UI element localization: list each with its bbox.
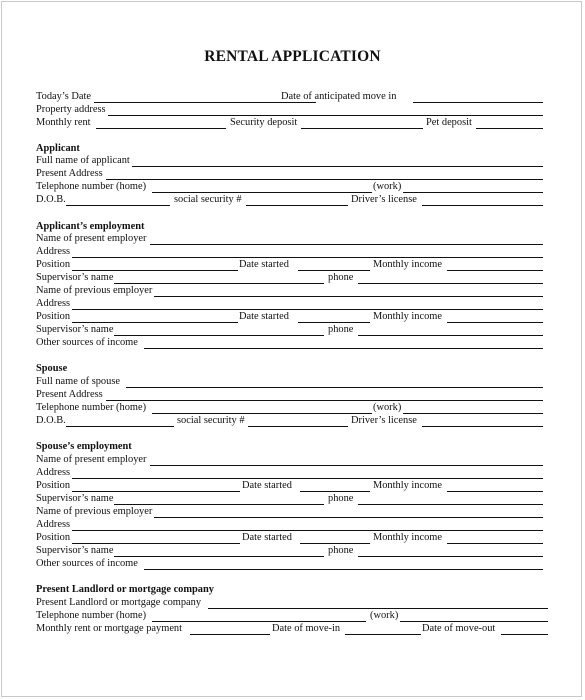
move-in-field[interactable] bbox=[413, 102, 543, 103]
applicant-license-label: Driver’s license bbox=[351, 194, 417, 205]
se-prev-phone-label: phone bbox=[328, 545, 354, 556]
property-address-field[interactable] bbox=[108, 115, 543, 116]
se-employer-label: Name of present employer bbox=[36, 454, 147, 465]
ae-monthly-income-field[interactable] bbox=[447, 270, 543, 271]
ae-prev-monthly-income-field[interactable] bbox=[447, 322, 543, 323]
se-monthly-income-label: Monthly income bbox=[373, 480, 442, 491]
spouse-phone-home-field[interactable] bbox=[152, 413, 372, 414]
todays-date-label: Today’s Date bbox=[36, 91, 91, 102]
applicant-ssn-label: social security # bbox=[174, 194, 242, 205]
security-deposit-label: Security deposit bbox=[230, 117, 298, 128]
se-prev-employer-label: Name of previous employer bbox=[36, 506, 153, 517]
se-address-field[interactable] bbox=[72, 478, 543, 479]
pet-deposit-field[interactable] bbox=[476, 128, 543, 129]
spouse-ssn-field[interactable] bbox=[248, 426, 348, 427]
date-move-out-label: Date of move-out bbox=[422, 623, 496, 634]
se-date-started-label: Date started bbox=[242, 480, 292, 491]
ae-monthly-income-label: Monthly income bbox=[373, 259, 442, 270]
applicant-address-label: Present Address bbox=[36, 168, 103, 179]
se-prev-monthly-income-field[interactable] bbox=[447, 543, 543, 544]
form-title: RENTAL APPLICATION bbox=[204, 48, 381, 65]
ae-prev-supervisor-label: Supervisor’s name bbox=[36, 324, 114, 335]
landlord-work-field[interactable] bbox=[400, 621, 548, 622]
ae-other-income-label: Other sources of income bbox=[36, 337, 138, 348]
applicant-ssn-field[interactable] bbox=[246, 205, 348, 206]
ae-prev-monthly-income-label: Monthly income bbox=[373, 311, 442, 322]
applicant-phone-home-field[interactable] bbox=[152, 192, 372, 193]
spouse-dob-field[interactable] bbox=[66, 426, 174, 427]
landlord-phone-home-label: Telephone number (home) bbox=[36, 610, 147, 621]
applicant-work-label: (work) bbox=[373, 181, 402, 192]
applicant-address-field[interactable] bbox=[106, 179, 543, 180]
monthly-payment-field[interactable] bbox=[190, 634, 270, 635]
ae-phone-field[interactable] bbox=[358, 283, 543, 284]
se-prev-position-field[interactable] bbox=[72, 543, 240, 544]
ae-prev-date-started-field[interactable] bbox=[298, 322, 370, 323]
ae-prev-position-field[interactable] bbox=[72, 322, 238, 323]
se-prev-date-started-field[interactable] bbox=[300, 543, 370, 544]
ae-prev-position-label: Position bbox=[36, 311, 71, 322]
ae-date-started-label: Date started bbox=[239, 259, 289, 270]
monthly-rent-label: Monthly rent bbox=[36, 117, 91, 128]
se-prev-position-label: Position bbox=[36, 532, 71, 543]
spouse-work-label: (work) bbox=[373, 402, 402, 413]
spouse-address-field[interactable] bbox=[106, 400, 543, 401]
se-phone-label: phone bbox=[328, 493, 354, 504]
se-supervisor-label: Supervisor’s name bbox=[36, 493, 114, 504]
se-prev-date-started-label: Date started bbox=[242, 532, 292, 543]
landlord-name-label: Present Landlord or mortgage company bbox=[36, 597, 202, 608]
date-move-in-label: Date of move-in bbox=[272, 623, 341, 634]
ae-address-label: Address bbox=[36, 246, 71, 257]
spouse-dob-label: D.O.B. bbox=[36, 415, 66, 426]
landlord-heading: Present Landlord or mortgage company bbox=[36, 584, 214, 595]
se-prev-employer-field[interactable] bbox=[154, 517, 543, 518]
landlord-name-field[interactable] bbox=[208, 608, 548, 609]
se-prev-supervisor-label: Supervisor’s name bbox=[36, 545, 114, 556]
se-prev-supervisor-field[interactable] bbox=[114, 556, 324, 557]
se-date-started-field[interactable] bbox=[300, 491, 370, 492]
ae-position-label: Position bbox=[36, 259, 71, 270]
ae-other-income-field[interactable] bbox=[144, 348, 543, 349]
ae-prev-address-label: Address bbox=[36, 298, 71, 309]
applicant-dob-field[interactable] bbox=[66, 205, 170, 206]
property-address-label: Property address bbox=[36, 104, 106, 115]
spouse-employment-heading: Spouse’s employment bbox=[36, 441, 132, 452]
spouse-phone-home-label: Telephone number (home) bbox=[36, 402, 147, 413]
security-deposit-field[interactable] bbox=[301, 128, 423, 129]
se-monthly-income-field[interactable] bbox=[447, 491, 543, 492]
monthly-payment-label: Monthly rent or mortgage payment bbox=[36, 623, 183, 634]
applicant-heading: Applicant bbox=[36, 143, 80, 154]
se-prev-monthly-income-label: Monthly income bbox=[373, 532, 442, 543]
spouse-name-label: Full name of spouse bbox=[36, 376, 120, 387]
ae-supervisor-field[interactable] bbox=[114, 283, 324, 284]
ae-phone-label: phone bbox=[328, 272, 354, 283]
ae-supervisor-label: Supervisor’s name bbox=[36, 272, 114, 283]
spouse-name-field[interactable] bbox=[126, 387, 543, 388]
date-move-out-field[interactable] bbox=[501, 634, 548, 635]
ae-date-started-field[interactable] bbox=[298, 270, 370, 271]
ae-prev-employer-label: Name of previous employer bbox=[36, 285, 153, 296]
ae-prev-date-started-label: Date started bbox=[239, 311, 289, 322]
spouse-license-label: Driver’s license bbox=[351, 415, 417, 426]
se-employer-field[interactable] bbox=[150, 465, 543, 466]
date-move-in-field[interactable] bbox=[345, 634, 421, 635]
spouse-ssn-label: social security # bbox=[177, 415, 245, 426]
se-address-label: Address bbox=[36, 467, 71, 478]
applicant-employment-heading: Applicant’s employment bbox=[36, 221, 145, 232]
se-other-income-label: Other sources of income bbox=[36, 558, 138, 569]
applicant-name-label: Full name of applicant bbox=[36, 155, 130, 166]
ae-address-field[interactable] bbox=[72, 257, 543, 258]
ae-prev-phone-field[interactable] bbox=[358, 335, 543, 336]
se-prev-address-field[interactable] bbox=[72, 530, 543, 531]
spouse-license-field[interactable] bbox=[422, 426, 543, 427]
move-in-label: Date of anticipated move in bbox=[281, 91, 397, 102]
se-prev-phone-field[interactable] bbox=[358, 556, 543, 557]
applicant-dob-label: D.O.B. bbox=[36, 194, 66, 205]
ae-prev-employer-field[interactable] bbox=[154, 296, 543, 297]
se-other-income-field[interactable] bbox=[144, 569, 543, 570]
spouse-work-field[interactable] bbox=[403, 413, 543, 414]
applicant-phone-home-label: Telephone number (home) bbox=[36, 181, 147, 192]
ae-prev-address-field[interactable] bbox=[72, 309, 543, 310]
ae-position-field[interactable] bbox=[72, 270, 238, 271]
ae-employer-label: Name of present employer bbox=[36, 233, 147, 244]
ae-prev-phone-label: phone bbox=[328, 324, 354, 335]
landlord-phone-home-field[interactable] bbox=[152, 621, 366, 622]
se-position-field[interactable] bbox=[72, 491, 240, 492]
ae-prev-supervisor-field[interactable] bbox=[114, 335, 324, 336]
se-prev-address-label: Address bbox=[36, 519, 71, 530]
ae-employer-field[interactable] bbox=[150, 244, 543, 245]
pet-deposit-label: Pet deposit bbox=[426, 117, 472, 128]
applicant-work-field[interactable] bbox=[403, 192, 543, 193]
spouse-address-label: Present Address bbox=[36, 389, 103, 400]
spouse-heading: Spouse bbox=[36, 363, 68, 374]
se-position-label: Position bbox=[36, 480, 71, 491]
se-supervisor-field[interactable] bbox=[114, 504, 324, 505]
landlord-work-label: (work) bbox=[370, 610, 399, 621]
applicant-name-field[interactable] bbox=[132, 166, 543, 167]
monthly-rent-field[interactable] bbox=[96, 128, 226, 129]
applicant-license-field[interactable] bbox=[422, 205, 543, 206]
se-phone-field[interactable] bbox=[358, 504, 543, 505]
